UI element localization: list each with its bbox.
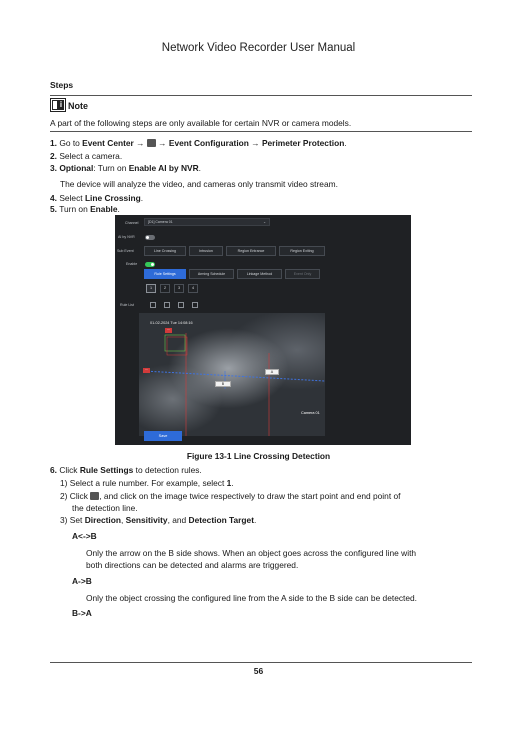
step-6-1: 1) Select a rule number. For example, select 1. xyxy=(60,478,234,488)
sub-event-line-crossing[interactable]: Line Crossing xyxy=(144,246,186,256)
note-text: A part of the following steps are only available for certain NVR or camera models. xyxy=(50,118,352,128)
sub-event-label: Sub Event xyxy=(117,249,134,253)
note-label: Note xyxy=(68,101,88,111)
step-1: 1. Go to Event Center → → Event Configuration → Perimeter Protection. xyxy=(50,138,347,148)
channel-label: Channel xyxy=(125,221,139,225)
direction-a-b-both-desc1: Only the arrow on the B side shows. When an object goes across the configured line with xyxy=(86,548,417,558)
video-preview[interactable] xyxy=(139,313,325,436)
rule-number-1[interactable]: 1 xyxy=(146,284,156,293)
draw-line-icon[interactable] xyxy=(150,302,156,308)
draw-tool-icon xyxy=(90,492,99,500)
osd-time: 01-02-2024 Tue 14:08:16 xyxy=(150,321,193,325)
line-side-a: A xyxy=(265,369,279,375)
note-icon: i xyxy=(50,98,66,112)
chevron-down-icon: ⌄ xyxy=(263,220,266,224)
step-4: 4. Select Line Crossing. xyxy=(50,193,144,203)
camera-name: Camera 01 xyxy=(301,411,320,415)
step-2: 2. Select a camera. xyxy=(50,151,123,161)
rule-number-3[interactable]: 3 xyxy=(174,284,184,293)
step-6: 6. Click Rule Settings to detection rules. xyxy=(50,465,202,475)
tab-linkage-method[interactable]: Linkage Method xyxy=(237,269,282,279)
page-number: 56 xyxy=(253,666,264,676)
step-6-2-cont: the detection line. xyxy=(72,503,138,513)
steps-heading: Steps xyxy=(50,80,74,90)
rule-number-4[interactable]: 4 xyxy=(188,284,198,293)
line-start-tag: ··· xyxy=(145,368,149,372)
page-header: Network Video Recorder User Manual xyxy=(161,42,356,54)
sub-event-region-exiting[interactable]: Region Exiting xyxy=(279,246,325,256)
direction-a-to-b: A->B xyxy=(72,576,92,586)
save-button[interactable]: Save xyxy=(144,431,182,441)
draw-rect-icon[interactable] xyxy=(164,302,170,308)
tab-event-only[interactable]: Event Only xyxy=(285,269,320,279)
clear-icon[interactable] xyxy=(178,302,184,308)
divider-note xyxy=(50,131,472,132)
ai-by-nvr-label: AI by NVR xyxy=(118,235,135,239)
direction-a-to-b-desc: Only the object crossing the configured line from the A side to the B side can be detected. xyxy=(86,593,418,603)
event-center-icon xyxy=(147,139,156,147)
step-6-3: 3) Set Direction, Sensitivity, and Detection Target. xyxy=(60,515,257,525)
sub-event-region-entrance[interactable]: Region Entrance xyxy=(226,246,276,256)
rule-number-2[interactable]: 2 xyxy=(160,284,170,293)
figure-caption: Figure 13-1 Line Crossing Detection xyxy=(186,451,331,461)
sub-event-intrusion[interactable]: Intrusion xyxy=(189,246,223,256)
direction-a-b-both: A<->B xyxy=(72,531,97,541)
direction-a-b-both-desc2: both directions can be detected and alarms are triggered. xyxy=(86,560,299,570)
tab-arming-schedule[interactable]: Arming Schedule xyxy=(189,269,234,279)
rule-list-label: Rule List xyxy=(120,303,134,307)
step-3-desc: The device will analyze the video, and cameras only transmit video stream. xyxy=(60,179,338,189)
delete-icon[interactable] xyxy=(192,302,198,308)
channel-select[interactable]: [D1] Camera 01 ⌄ xyxy=(144,218,270,226)
step-3: 3. Optional: Turn on Enable AI by NVR. xyxy=(50,163,201,173)
line-side-b: B xyxy=(215,381,231,387)
step-6-2: 2) Click , and click on the image twice respectively to draw the start point and end point of xyxy=(60,491,401,501)
direction-b-to-a: B->A xyxy=(72,608,92,618)
divider-top xyxy=(50,95,472,96)
tab-rule-settings[interactable]: Rule Settings xyxy=(144,269,186,279)
step-5: 5. Turn on Enable. xyxy=(50,204,120,214)
divider-footer xyxy=(50,662,472,663)
ai-by-nvr-toggle[interactable] xyxy=(145,235,155,240)
target-tag: ··· xyxy=(167,328,171,332)
enable-label: Enable xyxy=(126,262,138,266)
enable-toggle[interactable] xyxy=(145,262,155,267)
